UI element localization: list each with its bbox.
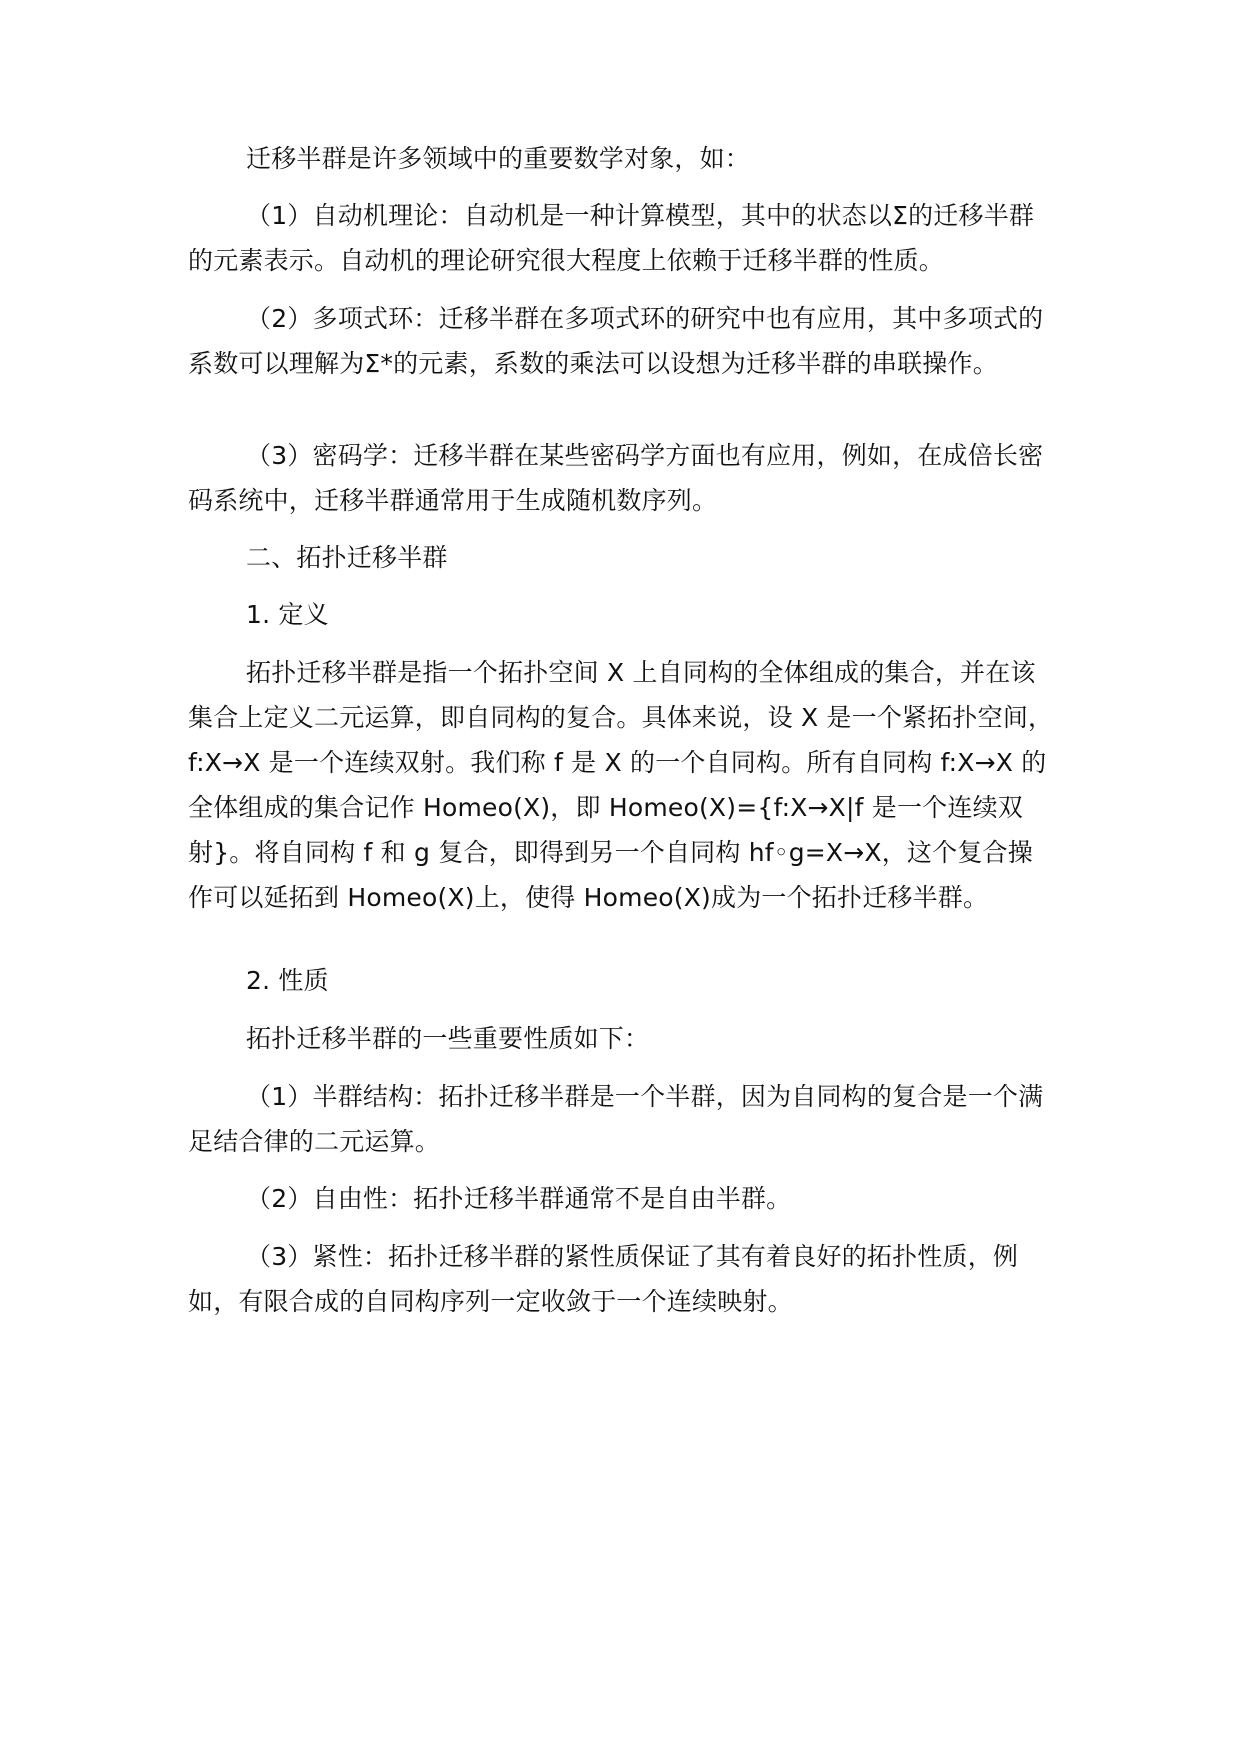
- subheading-definition: 1. 定义: [246, 600, 329, 629]
- properties-intro-paragraph: 拓扑迁移半群的一些重要性质如下：: [246, 1024, 650, 1053]
- definition-paragraph: 拓扑迁移半群是指一个拓扑空间 X 上自同构的全体组成的集合，并在该集合上定义二元运算，即自同构的复合。具体来说，设 X 是一个紧拓扑空间，f:X→X 是一个连续双射。我们称 f 是 X 的一个自同构。所有自同构 f:X→X 的全体组成的集合记作 Homeo(X)，即 Homeo(X)={f:X→X|f 是一个连续双射}。将自同构 f 和 g 复合，即得到另一个自同构 hf◦g=X→X，这个复合操作可以延拓到 Homeo(X)上，使得 Homeo(X)成为一个拓扑迁移半群。: [188, 658, 1054, 912]
- cryptography-paragraph: （3）密码学：迁移半群在某些密码学方面也有应用，例如，在成倍长密码系统中，迁移半群通常用于生成随机数序列。: [188, 441, 1044, 515]
- intro-paragraph: 迁移半群是许多领域中的重要数学对象，如：: [246, 144, 751, 173]
- subheading-properties: 2. 性质: [246, 966, 329, 995]
- semigroup-structure-paragraph: （1）半群结构：拓扑迁移半群是一个半群，因为自同构的复合是一个满足结合律的二元运算。: [188, 1082, 1044, 1156]
- compactness-paragraph: （3）紧性：拓扑迁移半群的紧性质保证了其有着良好的拓扑性质，例如，有限合成的自同构序列一定收敛于一个连续映射。: [188, 1242, 1019, 1316]
- section-heading-topological: 二、拓扑迁移半群: [246, 543, 448, 572]
- automata-theory-paragraph: （1）自动机理论：自动机是一种计算模型，其中的状态以Σ的迁移半群的元素表示。自动机的理论研究很大程度上依赖于迁移半群的性质。: [188, 201, 1035, 275]
- polynomial-ring-paragraph: （2）多项式环：迁移半群在多项式环的研究中也有应用，其中多项式的系数可以理解为Σ*的元素，系数的乘法可以设想为迁移半群的串联操作。: [188, 304, 1044, 378]
- freeness-paragraph: （2）自由性：拓扑迁移半群通常不是自由半群。: [246, 1184, 792, 1213]
